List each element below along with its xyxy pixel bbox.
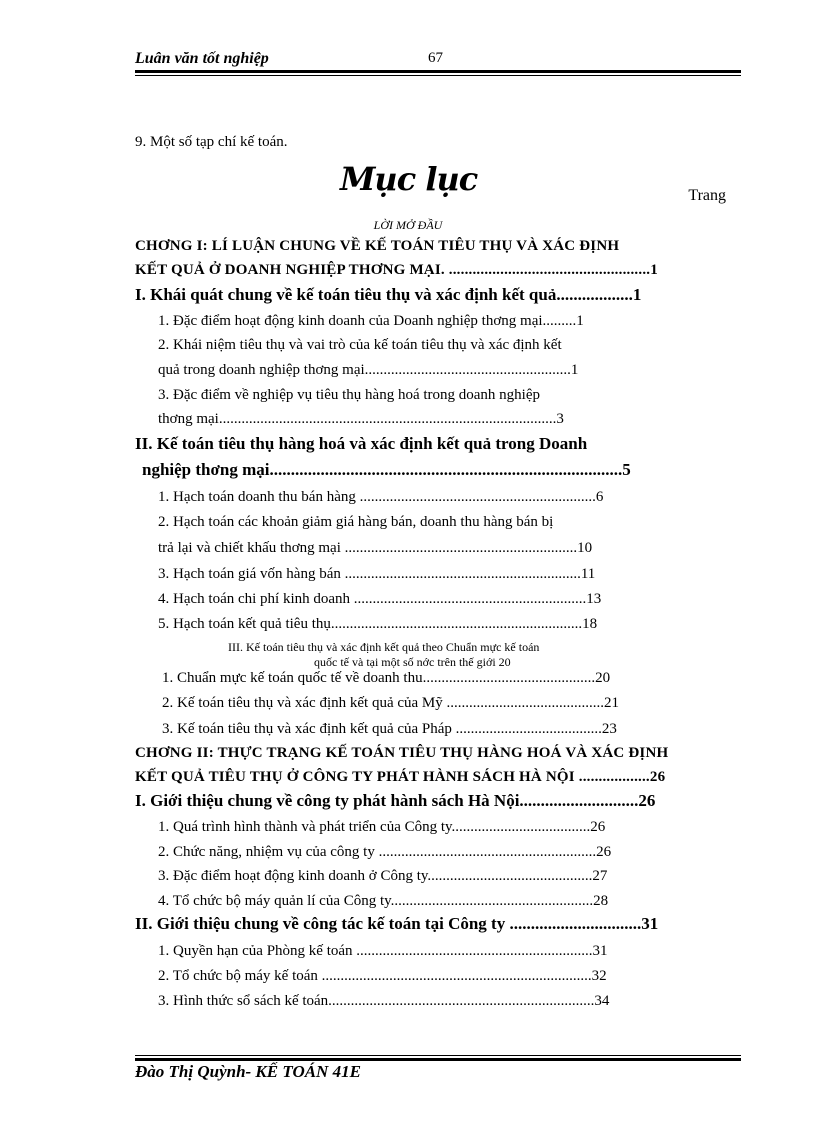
reference-item-9: 9. Một số tạp chí kế toán. (135, 134, 288, 150)
footer-rule-thin (135, 1055, 741, 1056)
toc-line: 3. Kế toán tiêu thụ và xác định kết quả của Pháp .......................................23 (162, 721, 617, 737)
toc-line: 2. Chức năng, nhiệm vụ của công ty ..........................................................26 (158, 844, 612, 860)
toc-line: 3. Hạch toán giá vốn hàng bán ...............................................................11 (158, 566, 596, 582)
toc-line: 1. Đặc điểm hoạt động kinh doanh của Doanh nghiệp thơng mại.........1 (158, 313, 584, 329)
toc-line: II. Giới thiệu chung về công tác kế toán tại Công ty ...............................31 (135, 914, 659, 933)
toc-line: KẾT QUẢ TIÊU THỤ Ở CÔNG TY PHÁT HÀNH SÁCH HÀ NỘI ..................26 (135, 769, 666, 785)
toc-line: 4. Hạch toán chi phí kinh doanh ..............................................................13 (158, 591, 602, 607)
toc-line: 3. Đặc điểm về nghiệp vụ tiêu thụ hàng hoá trong doanh nghiệp (158, 387, 540, 403)
toc-line: nghiệp thơng mại...................................................................................5 (142, 460, 631, 479)
toc-title: Mục lục (340, 160, 478, 198)
toc-line: trả lại và chiết khấu thơng mại ..............................................................10 (158, 540, 593, 556)
toc-line: 1. Quyền hạn của Phòng kế toán ...............................................................31 (158, 943, 608, 959)
toc-page-label: Trang (688, 187, 726, 204)
toc-line: CHƠNG I: LÍ LUẬN CHUNG VỀ KẾ TOÁN TIÊU THỤ VÀ XÁC ĐỊNH (135, 238, 620, 254)
toc-line: I. Giới thiệu chung về công ty phát hành sách Hà Nội............................26 (135, 791, 656, 810)
toc-line: 2. Kế toán tiêu thụ và xác định kết quả của Mỹ ..........................................21 (162, 695, 620, 711)
toc-line: 1. Chuẩn mực kế toán quốc tế về doanh thu..............................................20 (162, 670, 611, 686)
toc-line: 4. Tổ chức bộ máy quản lí của Công ty......................................................28 (158, 893, 609, 909)
toc-line: quả trong doanh nghiệp thơng mại.......................................................1 (158, 362, 579, 378)
header-rule-thin (135, 75, 741, 76)
toc-line: 3. Đặc điểm hoạt động kinh doanh ở Công ty............................................27 (158, 868, 608, 884)
toc-line: 1. Quá trình hình thành và phát triển của Công ty.....................................26 (158, 819, 606, 835)
toc-line: 2. Khái niệm tiêu thụ và vai trò của kế toán tiêu thụ và xác định kết (158, 337, 562, 353)
toc-line: KẾT QUẢ Ở DOANH NGHIỆP THƠNG MẠI. ...................................................1 (135, 262, 658, 278)
toc-line: quốc tế và tại một số nớc trên thế giới 20 (314, 655, 511, 669)
toc-line: 5. Hạch toán kết quả tiêu thụ...................................................................18 (158, 616, 598, 632)
toc-line: III. Kế toán tiêu thụ và xác định kết quả theo Chuẩn mực kế toán (228, 640, 540, 654)
footer-author: Đào Thị Quỳnh- KẾ TOÁN 41E (135, 1062, 361, 1081)
toc-intro: LỜI MỞ ĐẦU (373, 218, 443, 232)
toc-line: II. Kế toán tiêu thụ hàng hoá và xác định kết quả trong Doanh (135, 434, 588, 453)
toc-line: 3. Hình thức sổ sách kế toán.......................................................................34 (158, 993, 610, 1009)
toc-line: 2. Tổ chức bộ máy kế toán ........................................................................32 (158, 968, 607, 984)
toc-line: I. Khái quát chung về kế toán tiêu thụ và xác định kết quả..................1 (135, 285, 642, 304)
toc-line: thơng mại..........................................................................................3 (158, 411, 564, 427)
footer-rule-thick (135, 1058, 741, 1061)
header-rule-thick (135, 70, 741, 73)
toc-line: 1. Hạch toán doanh thu bán hàng ...............................................................6 (158, 489, 604, 505)
toc-line: 2. Hạch toán các khoản giảm giá hàng bán, doanh thu hàng bán bị (158, 514, 554, 530)
header-title: Luân văn tốt nghiệp (135, 50, 269, 67)
toc-line: CHƠNG II: THỰC TRẠNG KẾ TOÁN TIÊU THỤ HÀNG HOÁ VÀ XÁC ĐỊNH (135, 745, 669, 761)
header-page-number: 67 (428, 50, 443, 66)
